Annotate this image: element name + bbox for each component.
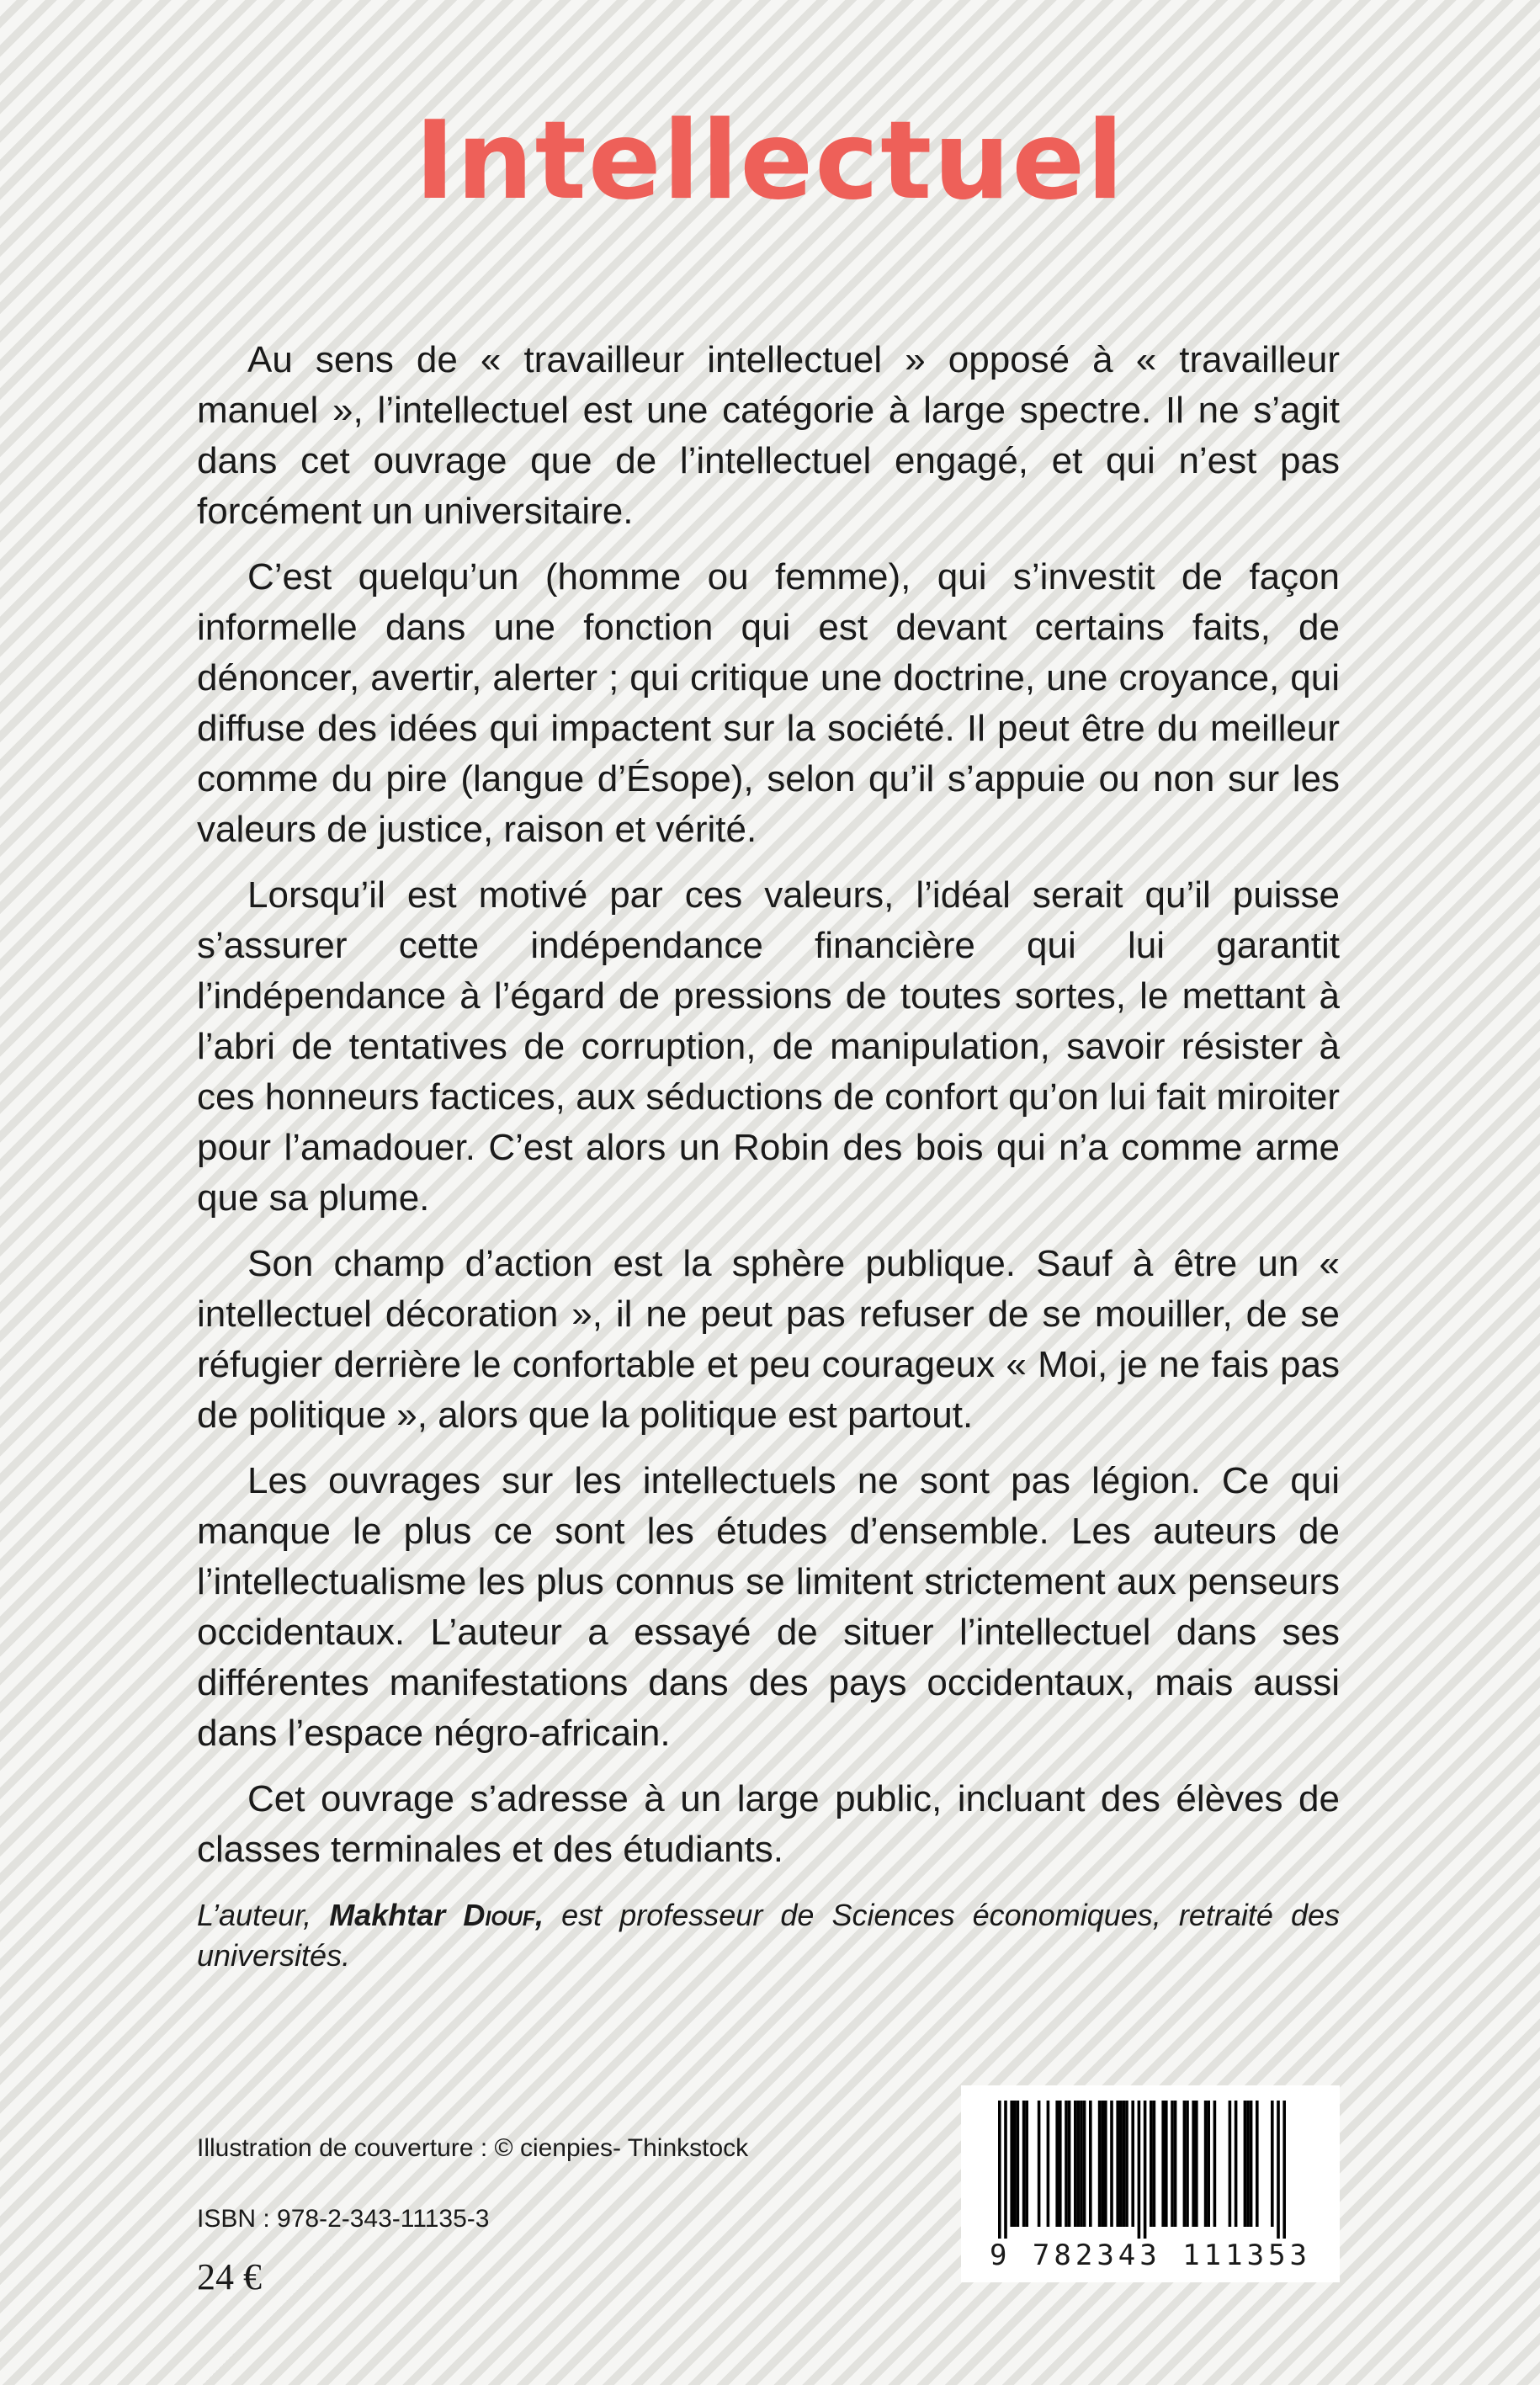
barcode-bar — [1116, 2101, 1119, 2227]
barcode-bar — [1059, 2101, 1062, 2227]
author-last-name: Diouf — [463, 1898, 536, 1932]
barcode-bar — [1144, 2101, 1147, 2239]
barcode-bar — [1244, 2101, 1247, 2227]
author-name — [329, 1898, 544, 1932]
author-bio — [197, 1895, 1340, 1976]
barcode-bar — [1282, 2101, 1286, 2239]
barcode-bar — [1077, 2101, 1081, 2227]
price-label: 24 € — [197, 2256, 262, 2297]
barcode-bar — [1068, 2101, 1071, 2227]
barcode-bar — [1022, 2101, 1026, 2227]
blurb-paragraph: C’est quelqu’un (homme ou femme), qui s’investit de façon informelle dans une fonction qui est devant certains faits, de dénoncer, avertir, alerter ; qui critique une doctrine, une croyance, qui diffuse des idées qui impactent sur la société. Il peut être du meilleur comme du pire (langue d’Ésope), selon qu’il s’appuie ou non sur les valeurs de justice, raison et vérité. — [197, 556, 1340, 850]
isbn-label: ISBN : 978-2-343-11135-3 — [197, 2205, 490, 2233]
book-title: Intellectuel — [414, 98, 1126, 224]
barcode-bar — [1183, 2101, 1187, 2227]
blurb-paragraph: Lorsqu’il est motivé par ces valeurs, l’idéal serait qu’il puisse s’assurer cette indépendance financière qui lui garantit l’indépendance à l’égard de pressions de toutes sortes, le mettant à l’abri de tentatives de corruption, de manipulation, savoir résister à ces honneurs factices, aux séductions de confort qu’on lui fait miroiter pour l’amadouer. C’est alors un Robin des bois qui n’a comme arme que sa plume. — [197, 874, 1340, 1219]
barcode-bar — [1083, 2101, 1086, 2227]
barcode-bar — [1017, 2101, 1020, 2227]
back-cover-blurb — [197, 335, 1340, 1890]
barcode-bar — [1110, 2101, 1113, 2227]
barcode-bar — [1256, 2101, 1259, 2227]
barcode-bar — [1123, 2101, 1126, 2227]
barcode-bar — [1192, 2101, 1195, 2227]
barcode-bar — [1025, 2101, 1028, 2227]
barcode-bar — [998, 2101, 1001, 2239]
barcode-bar — [1089, 2101, 1092, 2227]
barcode-bar — [1119, 2101, 1123, 2227]
blurb-paragraph: Au sens de « travailleur intellectuel » opposé à « travailleur manuel », l’intellectuel est une catégorie à large spectre. Il ne s’agit dans cet ouvrage que de l’intellectuel engagé, et qui n’est pas forcément un universitaire. — [197, 339, 1340, 532]
barcode — [961, 2085, 1340, 2282]
barcode-bar — [1074, 2101, 1077, 2227]
author-bio-prefix: L’auteur, — [197, 1898, 330, 1932]
author-name-comma: , — [535, 1898, 544, 1932]
barcode-bar — [1271, 2101, 1274, 2227]
barcode-bar — [1047, 2101, 1050, 2227]
barcode-bar — [1098, 2101, 1102, 2227]
barcode-bar — [1165, 2101, 1168, 2227]
barcode-bar — [1186, 2101, 1189, 2227]
barcode-bar — [1213, 2101, 1217, 2227]
barcode-bar — [1013, 2101, 1017, 2227]
author-bio-text: est professeur de Sciences économiques, retraité des universités. — [197, 1898, 1341, 1973]
barcode-bar — [1171, 2101, 1174, 2227]
barcode-bar — [1055, 2101, 1059, 2227]
blurb-paragraph: Cet ouvrage s’adresse à un large public, incluant des élèves de classes terminales et des étudiants. — [197, 1778, 1340, 1870]
blurb-paragraph: Son champ d’action est la sphère publique. Sauf à être un « intellectuel décoration », il ne peut pas refuser de se mouiller, de se réfugier derrière le confortable et peu courageux « Moi, je ne fais pas de politique », alors que la politique est partout. — [197, 1243, 1340, 1436]
barcode-bar — [1235, 2101, 1238, 2227]
barcode-bar — [1004, 2101, 1007, 2239]
barcode-bar — [1131, 2101, 1134, 2227]
author-first-name: Makhtar — [329, 1898, 464, 1932]
barcode-digits: 9 782343 111353 — [989, 2239, 1312, 2272]
barcode-bar — [1195, 2101, 1198, 2227]
barcode-bar — [1138, 2101, 1141, 2239]
barcode-bar — [1150, 2101, 1153, 2227]
barcode-bar — [1207, 2101, 1210, 2227]
barcode-bar — [1104, 2101, 1107, 2227]
barcode-bar — [1010, 2101, 1013, 2227]
blurb-paragraph: Les ouvrages sur les intellectuels ne sont pas légion. Ce qui manque le plus ce sont les études d’ensemble. Les auteurs de l’intellectualisme les plus connus se limitent strictement aux penseurs occidentaux. L’auteur a essayé de situer l’intellectuel dans ses différentes manifestations dans des pays occidentaux, mais aussi dans l’espace négro-africain. — [197, 1460, 1340, 1754]
barcode-bar — [1065, 2101, 1068, 2227]
barcode-bar — [1080, 2101, 1083, 2227]
barcode-bar — [1250, 2101, 1253, 2227]
barcode-bar — [1204, 2101, 1208, 2227]
barcode-bar — [1161, 2101, 1165, 2227]
barcode-bar — [1246, 2101, 1250, 2227]
barcode-bar — [1277, 2101, 1280, 2239]
barcode-bar — [1174, 2101, 1177, 2227]
barcode-bar — [1101, 2101, 1104, 2227]
barcode-bars — [961, 2085, 1340, 2239]
cover-illustration-credit: Illustration de couverture : © cienpies- Thinkstock — [197, 2134, 749, 2162]
barcode-bar — [1038, 2101, 1041, 2227]
barcode-bar — [1229, 2101, 1232, 2227]
barcode-bar — [1153, 2101, 1156, 2227]
barcode-bar — [1125, 2101, 1128, 2227]
